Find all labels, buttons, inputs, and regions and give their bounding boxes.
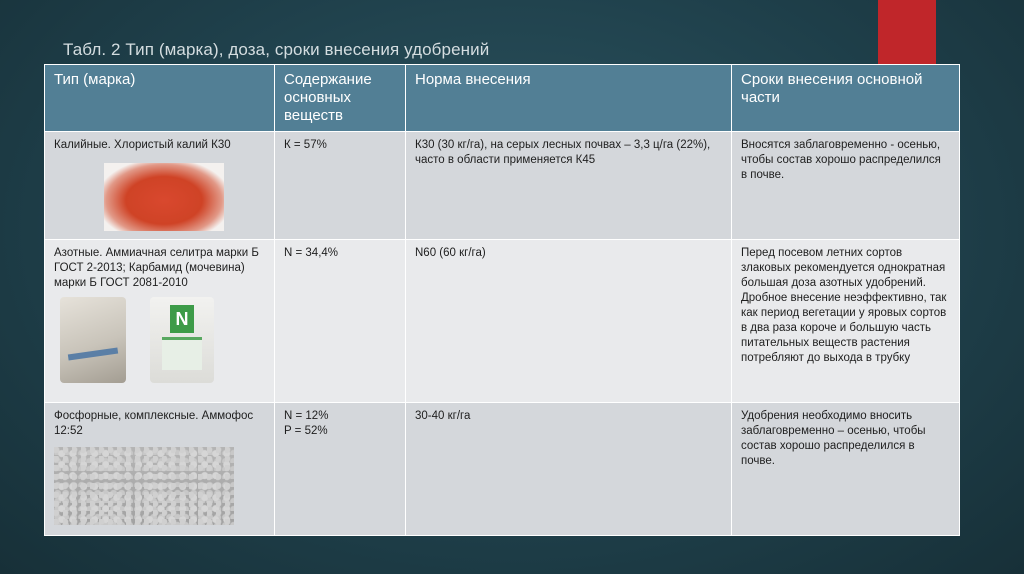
cell-content (275, 403, 406, 536)
type-text: Азотные. Аммиачная селитра марки Б ГОСТ 2-2013; Карбамид (мочевина) марки Б ГОСТ 2081-2010 (54, 247, 259, 289)
ammophos-granules-image (54, 447, 234, 525)
ammonium-nitrate-bag-image (60, 297, 126, 383)
cell-type (45, 240, 275, 403)
table-row (45, 240, 960, 403)
content-text: К = 57% (284, 139, 327, 151)
table-header-row (45, 65, 960, 132)
header-timing: Сроки внесения основной части (732, 65, 960, 132)
accent-bar (878, 0, 936, 64)
urea-bag-image (150, 297, 214, 383)
potash-granules-image (104, 163, 224, 231)
cell-content (275, 240, 406, 403)
bag-label-n: N (170, 305, 194, 333)
cell-content (275, 132, 406, 240)
slide-title: Табл. 2 Тип (марка), доза, сроки внесения удобрений (63, 40, 490, 59)
fertilizer-bags-images (60, 297, 265, 383)
header-type: Тип (марка) (45, 65, 275, 132)
cell-rate: 30-40 кг/га (406, 403, 732, 536)
type-text: Калийные. Хлористый калий К30 (54, 139, 231, 151)
cell-timing: Перед посевом летних сортов злаковых рекомендуется однократная большая доза азотных удобрений. Дробное внесение неэффективно, так как период вегетации у яровых сортов в два раза короче и большую часть питательных веществ растения потребляют до выхода в трубку (732, 240, 960, 403)
fertilizer-table (44, 64, 960, 536)
header-rate: Норма внесения (406, 65, 732, 132)
cell-rate: К30 (30 кг/га), на серых лесных почвах – 3,3 ц/га (22%), часто в области применяется К45 (406, 132, 732, 240)
content-text: P = 52% (284, 425, 328, 437)
table-row (45, 403, 960, 536)
cell-timing: Удобрения необходимо вносить заблаговременно – осенью, чтобы состав хорошо распределился в почве. (732, 403, 960, 536)
header-content: Содержание основных веществ (275, 65, 406, 132)
table-row (45, 132, 960, 240)
content-text: N = 12% (284, 410, 329, 422)
cell-type (45, 132, 275, 240)
type-text: Фосфорные, комплексные. Аммофос 12:52 (54, 410, 254, 437)
cell-type (45, 403, 275, 536)
content-text: N = 34,4% (284, 247, 339, 259)
cell-rate: N60 (60 кг/га) (406, 240, 732, 403)
cell-timing: Вносятся заблаговременно - осенью, чтобы состав хорошо распределился в почве. (732, 132, 960, 240)
